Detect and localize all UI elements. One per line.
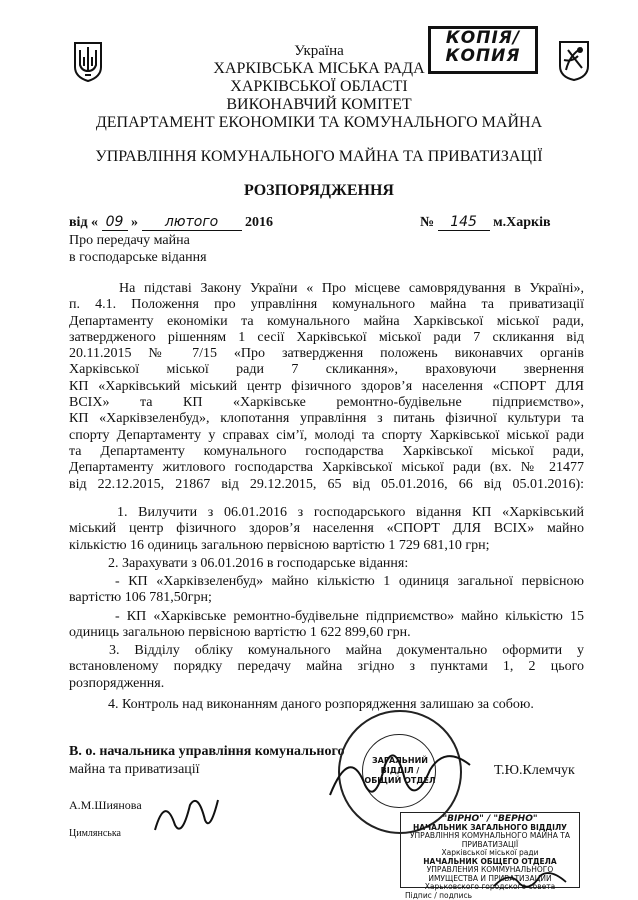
handwritten-signature-certifier (490, 866, 570, 894)
doc-title: РОЗПОРЯДЖЕННЯ (244, 182, 394, 199)
item-4: 4. Контроль над виконанням даного розпорядження залишаю за собою. (108, 697, 534, 712)
header-country: Україна (294, 43, 344, 59)
date-line: від « 09 » лютого 2016 (69, 214, 274, 230)
subject-line-1: Про передачу майна (69, 233, 190, 248)
executor-name-2: Цимлянська (69, 828, 121, 839)
handwritten-signature-executor (150, 790, 220, 840)
header-region: ХАРКІВСЬКОЇ ОБЛАСТІ (230, 78, 408, 95)
copy-stamp: КОПІЯ/ КОПИЯ (428, 26, 538, 74)
item-2a: - КП «Харківзеленбуд» майно кількістю 1 одиниця загальної первісною вартістю 106 781,50грн; (69, 574, 584, 606)
item-1: 1. Вилучити з 06.01.2016 з господарського відання КП «Харківський міський центр фізичного здоров’я населення «СПОРТ ДЛЯ ВСІХ» майно кількістю 16 одиниць загальною первісною вартістю 1 729 681,10 грн; (69, 505, 584, 553)
signatory-name: Т.Ю.Клемчук (494, 763, 575, 778)
certified-true-stamp: "ВІРНО" / "ВЕРНО" НАЧАЛЬНИК ЗАГАЛЬНОГО ВІДДІЛУ УПРАВЛІННЯ КОМУНАЛЬНОГО МАЙНА ТА ПРИВАТИЗАЦІЇ Харківської міської ради НАЧАЛЬНИК ОБЩЕГО ОТДЕЛА УПРАВЛЕНИЯ КОММУНАЛЬНОГО ИМУЩЕСТВА И ПРИВАТИЗАЦИИ Харьковского городского совета Підпис / подпись (400, 812, 580, 888)
number-line: № 145 м.Харків (420, 214, 551, 230)
item-2b: - КП «Харківське ремонтно-будівельне підприємство» майно кількістю 15 одиниць загальною первісною вартістю 1 622 899,60 грн. (69, 609, 584, 641)
date-month: лютого (142, 214, 242, 231)
date-day: 09 (102, 214, 128, 231)
preamble: На підставі Закону України « Про місцеве самоврядування в Україні», п. 4.1. Положення про управління комунального майна та приватизації Департаменту економіки та комунального майна Харківської міської ради, затвердженого рішенням 1 сесії Харківської міської ради 7 скликання від 20.11.2015 № 7/15 «Про затвердження положень виконавчих органів Харківської міської ради 7 скликання», враховуючи звернення КП «Харківський міський центр фізичного здоров’я населення «СПОРТ ДЛЯ ВСІХ» та КП «Харківське ремонтно-будівельне підприємство», КП «Харківзеленбуд», клопотання управління з питань фізичної культури та спорту Департаменту у справах сім’ї, молоді та спорту Харківської міської ради та Департаменту комунального господарства Харківської міської ради, Департаменту житлового господарства Харківської міської ради (вх. № 21477 від 22.12.2015, 21867 від 29.12.2015, 65 від 05.01.2016, 66 від 05.01.2016): (69, 281, 584, 492)
item-2-heading: 2. Зарахувати з 06.01.2016 в господарське відання: (108, 556, 409, 571)
header-council: ХАРКІВСЬКА МІСЬКА РАДА (213, 60, 425, 77)
subject-line-2: в господарське відання (69, 250, 207, 265)
signatory-title-2: майна та приватизації (69, 762, 200, 777)
round-office-stamp: ЗАГАЛЬНИЙ ВІДДІЛ / ОБЩИЙ ОТДЕЛ (338, 710, 462, 834)
header-committee: ВИКОНАВЧИЙ КОМІТЕТ (226, 96, 412, 113)
item-3: 3. Відділу обліку комунального майна документально оформити у встановленому порядку передачу майна згідно з пунктами 1, 2 цього розпорядження. (69, 643, 584, 691)
doc-number: 145 (438, 214, 490, 231)
header-office: УПРАВЛІННЯ КОМУНАЛЬНОГО МАЙНА ТА ПРИВАТИЗАЦІЇ (95, 148, 543, 165)
header-department: ДЕПАРТАМЕНТ ЕКОНОМІКИ ТА КОМУНАЛЬНОГО МАЙНА (95, 114, 543, 131)
executor-name: А.М.Шиянова (69, 798, 142, 812)
handwritten-signature-main (320, 735, 480, 815)
signatory-title-1: В. о. начальника управління комунального (69, 744, 345, 759)
